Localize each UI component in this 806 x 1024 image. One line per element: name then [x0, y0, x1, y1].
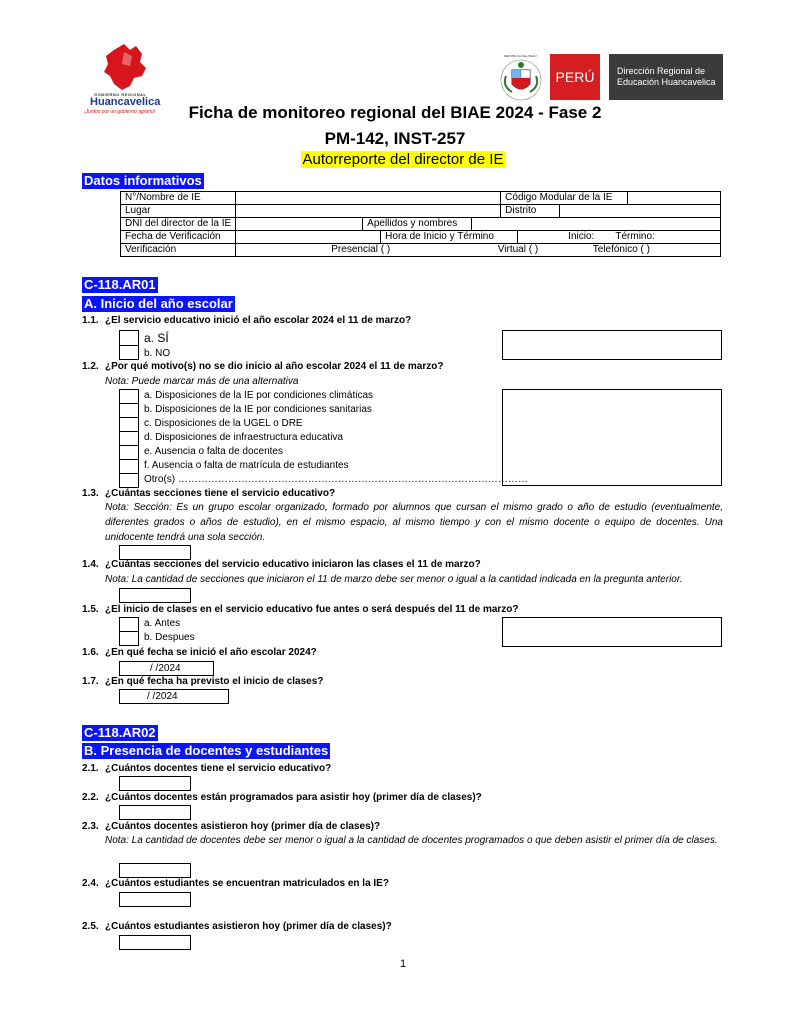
q1-1-option-no: b. NO: [144, 348, 171, 359]
page-subtitle-code: PM-142, INST-257: [324, 129, 466, 148]
logo-text-small: GOBIERNO REGIONAL: [94, 92, 147, 97]
q1-2-response-box[interactable]: [502, 389, 722, 486]
q1-5-checkboxes: [119, 617, 139, 646]
fecha-verif-field[interactable]: [236, 231, 381, 243]
q1-7-date-input[interactable]: / /2024: [119, 689, 229, 704]
q1-2-note: Nota: Puede marcar más de una alternativa: [105, 376, 299, 387]
verificacion-label: Verificación: [121, 244, 236, 257]
peru-seal: [498, 56, 544, 102]
page-number: 1: [399, 958, 407, 970]
page-title: Ficha de monitoreo regional del BIAE 2024 - Fase 2: [188, 103, 602, 122]
dni-label: DNI del director de la IE: [121, 218, 236, 231]
q2-2-input[interactable]: [119, 805, 191, 820]
q2-4-input[interactable]: [119, 892, 191, 907]
q1-2-text: ¿Por qué motivo(s) no se dio inicio al año escolar 2024 el 11 de marzo?: [105, 361, 444, 372]
datos-table: [120, 191, 721, 257]
q1-5-text: ¿El inicio de clases en el servicio educativo fue antes o será después del 11 de marzo?: [105, 604, 519, 615]
q2-3-number: 2.3.: [82, 821, 99, 832]
q1-4-input[interactable]: [119, 588, 191, 603]
q1-2-option-a: a. Disposiciones de la IE por condiciones climáticas: [144, 390, 373, 401]
dre-line1: Dirección Regional de: [617, 66, 706, 76]
q1-2-checkbox-a[interactable]: [120, 390, 138, 404]
q2-4-number: 2.4.: [82, 878, 99, 889]
q1-4-text: ¿Cuántas secciones del servicio educativo iniciaron las clases el 11 de marzo?: [105, 559, 481, 570]
q1-1-checkbox-si[interactable]: [120, 331, 138, 346]
coat-of-arms-icon: [498, 56, 544, 102]
distrito-label: Distrito: [501, 205, 560, 217]
q1-5-option-despues: b. Despues: [144, 632, 195, 643]
q2-1-number: 2.1.: [82, 763, 99, 774]
peru-brand-box: [550, 54, 600, 100]
q1-7-text: ¿En qué fecha ha previsto el inicio de clases?: [105, 676, 324, 687]
q1-3-number: 1.3.: [82, 488, 99, 499]
dre-brand-box: [609, 54, 723, 100]
nombre-ie-field[interactable]: [236, 192, 501, 205]
lugar-field[interactable]: [236, 205, 501, 218]
distrito-field[interactable]: [560, 205, 720, 217]
apellidos-field[interactable]: [472, 218, 720, 230]
q1-2-checkbox-b[interactable]: [120, 404, 138, 418]
q1-2-option-f: f. Ausencia o falta de matrícula de estudiantes: [144, 460, 349, 471]
huancavelica-map-icon: [84, 42, 174, 94]
nombre-ie-label: N°/Nombre de IE: [121, 192, 236, 205]
q2-4-text: ¿Cuántos estudiantes se encuentran matriculados en la IE?: [105, 878, 389, 889]
q2-3-note: Nota: La cantidad de docentes debe ser menor o igual a la cantidad de docentes programados o que deben asistir el primer día de clases.: [105, 835, 718, 846]
inicio-label: Inicio:: [568, 231, 595, 242]
q1-1-checkboxes: [119, 330, 139, 360]
subtitle-wrap: [0, 151, 806, 169]
q1-4-number: 1.4.: [82, 559, 99, 570]
q1-1-number: 1.1.: [82, 315, 99, 326]
section-b-code: C-118.AR02: [84, 725, 156, 740]
q1-4-note: Nota: La cantidad de secciones que iniciaron el 11 de marzo debe ser menor o igual a la cantidad indicada en la pregunta anterior.: [105, 574, 683, 585]
logo-text-huancavelica: Huancavelica: [90, 96, 161, 108]
presencial-option[interactable]: Presencial ( ): [331, 244, 391, 255]
logo-slogan: ¡Juntos por un gobierno agrario!: [84, 109, 156, 115]
q1-1-text: ¿El servicio educativo inició el año escolar 2024 el 11 de marzo?: [105, 315, 412, 326]
telefonico-option[interactable]: Telefónico ( ): [592, 244, 650, 255]
q1-2-number: 1.2.: [82, 361, 99, 372]
q2-5-input[interactable]: [119, 935, 191, 950]
q2-2-text: ¿Cuántos docentes están programados para asistir hoy (primer día de clases)?: [105, 792, 482, 803]
datos-heading: Datos informativos: [84, 173, 202, 188]
q1-2-checkbox-d[interactable]: [120, 432, 138, 446]
q1-5-checkbox-antes[interactable]: [120, 618, 138, 632]
q1-7-number: 1.7.: [82, 676, 99, 687]
section-a-heading: A. Inicio del año escolar: [84, 296, 233, 311]
q1-2-checkbox-c[interactable]: [120, 418, 138, 432]
q1-5-checkbox-despues[interactable]: [120, 632, 138, 646]
section-a-code: C-118.AR01: [84, 277, 156, 292]
q1-6-number: 1.6.: [82, 647, 99, 658]
q2-5-text: ¿Cuántos estudiantes asistieron hoy (primer día de clases)?: [105, 921, 392, 932]
dre-line2: Educación Huancavelica: [617, 77, 716, 87]
q2-3-input[interactable]: [119, 863, 191, 878]
q1-6-date-input[interactable]: / /2024: [119, 661, 214, 676]
apellidos-label: Apellidos y nombres: [363, 218, 472, 230]
q1-2-checkbox-otros[interactable]: [120, 474, 138, 488]
q1-2-option-b: b. Disposiciones de la IE por condiciones sanitarias: [144, 404, 372, 415]
q1-3-text: ¿Cuántas secciones tiene el servicio educativo?: [105, 488, 336, 499]
dni-field[interactable]: [236, 218, 363, 230]
seal-text: REPÚBLICA DEL PERÚ: [504, 54, 537, 58]
codigo-modular-label: Código Modular de la IE: [501, 192, 628, 205]
section-b-heading: B. Presencia de docentes y estudiantes: [84, 743, 329, 758]
q1-1-checkbox-no[interactable]: [120, 346, 138, 360]
q1-3-input[interactable]: [119, 545, 191, 560]
q1-1-response-box[interactable]: [502, 330, 722, 360]
hora-label: Hora de Inicio y Término: [381, 231, 518, 243]
peru-label: PERÚ: [555, 69, 595, 85]
q2-5-number: 2.5.: [82, 921, 99, 932]
q1-2-checkbox-f[interactable]: [120, 460, 138, 474]
q1-3-note: Nota: Sección: Es un grupo escolar organizado, formado por alumnos que cursan el mismo grado o año de estudio (eventualmente, diferentes grados o años de estudio), en el mismo espacio, al mismo tiempo y con el mismo docente o equipo de docentes. Una unidocente tendrá una sola sección.: [105, 502, 723, 543]
q1-5-option-antes: a. Antes: [144, 618, 181, 629]
q1-6-text: ¿En qué fecha se inició el año escolar 2024?: [105, 647, 317, 658]
q1-2-checkboxes: [119, 389, 139, 488]
codigo-modular-field[interactable]: [628, 192, 721, 205]
q1-5-response-box[interactable]: [502, 617, 722, 647]
q1-2-option-otros: Otro(s) ……………………………………………………………………………………………: [144, 474, 528, 485]
virtual-option[interactable]: Virtual ( ): [497, 244, 539, 255]
fecha-verif-label: Fecha de Verificación: [121, 231, 236, 244]
q1-1-option-si: a. SÍ: [144, 331, 169, 345]
form-subtitle: Autorreporte del director de IE: [302, 151, 504, 168]
lugar-label: Lugar: [121, 205, 236, 218]
q1-2-option-e: e. Ausencia o falta de docentes: [144, 446, 283, 457]
q1-2-checkbox-e[interactable]: [120, 446, 138, 460]
termino-label: Término:: [615, 231, 655, 242]
q1-2-option-c: c. Disposiciones de la UGEL o DRE: [144, 418, 303, 429]
q2-1-input[interactable]: [119, 776, 191, 791]
q2-3-text: ¿Cuántos docentes asistieron hoy (primer día de clases)?: [105, 821, 381, 832]
q1-5-number: 1.5.: [82, 604, 99, 615]
q2-1-text: ¿Cuántos docentes tiene el servicio educativo?: [105, 763, 332, 774]
q2-2-number: 2.2.: [82, 792, 99, 803]
q1-2-option-d: d. Disposiciones de infraestructura educativa: [144, 432, 343, 443]
